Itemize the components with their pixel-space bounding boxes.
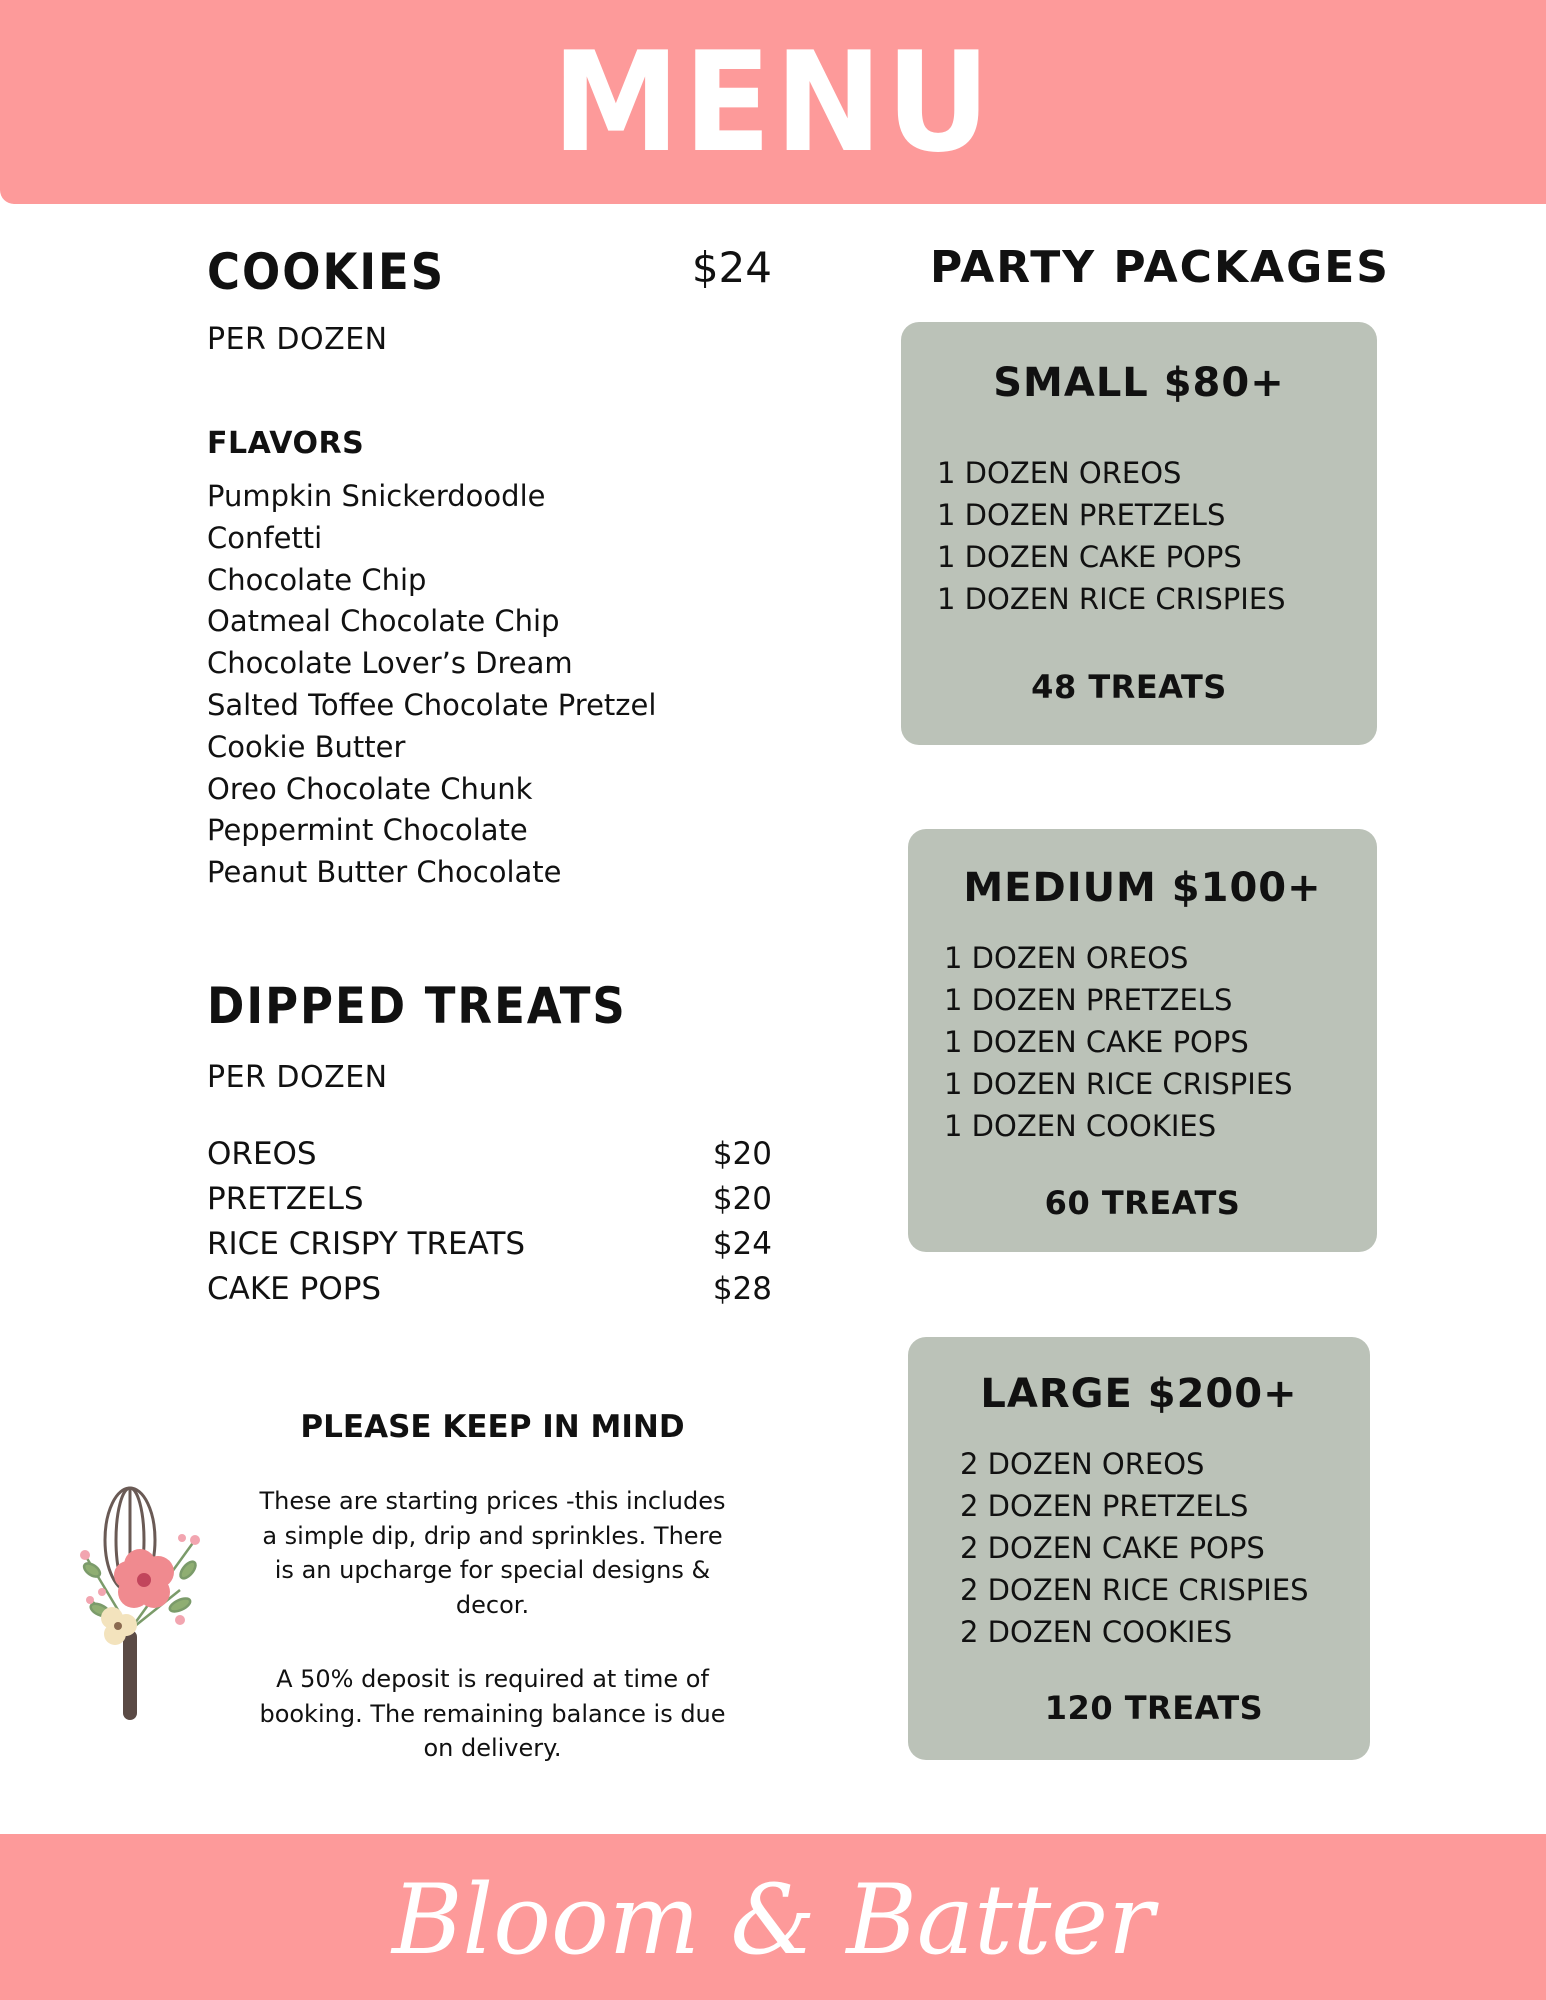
table-row bbox=[207, 1222, 772, 1267]
list-item: 1 DOZEN PRETZELS bbox=[944, 983, 1233, 1017]
flavor-list bbox=[207, 476, 656, 894]
header-banner bbox=[0, 0, 1546, 204]
package-items bbox=[960, 1443, 1309, 1653]
list-item: 1 DOZEN PRETZELS bbox=[937, 498, 1226, 532]
packages-heading: PARTY PACKAGES bbox=[930, 242, 1390, 293]
package-total: 120 TREATS bbox=[1044, 1689, 1264, 1727]
treat-price: $24 bbox=[712, 1226, 772, 1262]
package-items bbox=[944, 937, 1293, 1147]
cookies-price: $24 bbox=[691, 243, 772, 292]
notes-paragraph-prices: These are starting prices -this includes a simple dip, drip and sprinkles. There is an upcharge for special designs & decor. bbox=[259, 1487, 726, 1619]
flavor-item: Oreo Chocolate Chunk bbox=[207, 771, 533, 806]
list-item: 2 DOZEN OREOS bbox=[960, 1447, 1205, 1481]
package-card-medium bbox=[908, 829, 1377, 1252]
treat-name: OREOS bbox=[207, 1136, 317, 1172]
brand-logo-text: Bloom & Batter bbox=[392, 1864, 1154, 1976]
flavor-item: Confetti bbox=[207, 520, 323, 555]
package-title: SMALL $80+ bbox=[993, 360, 1285, 406]
flavor-item: Pumpkin Snickerdoodle bbox=[207, 479, 546, 513]
flavor-item: Peanut Butter Chocolate bbox=[207, 855, 562, 890]
list-item: 1 DOZEN CAKE POPS bbox=[944, 1025, 1249, 1059]
table-row bbox=[207, 1267, 772, 1312]
flavor-item: Salted Toffee Chocolate Pretzel bbox=[207, 687, 657, 722]
package-items bbox=[937, 452, 1286, 620]
list-item: 2 DOZEN COOKIES bbox=[960, 1615, 1233, 1649]
dipped-unit: PER DOZEN bbox=[207, 1060, 388, 1095]
flavor-item: Oatmeal Chocolate Chip bbox=[207, 604, 560, 639]
flavors-heading: FLAVORS bbox=[207, 426, 365, 461]
whisk-flower-icon bbox=[70, 1480, 220, 1730]
treat-price: $20 bbox=[712, 1136, 772, 1172]
page-title: MENU bbox=[552, 22, 994, 183]
treat-price: $20 bbox=[712, 1181, 772, 1217]
notes-title: PLEASE KEEP IN MIND bbox=[300, 1409, 685, 1445]
list-item: 2 DOZEN PRETZELS bbox=[960, 1489, 1249, 1523]
package-total: 48 TREATS bbox=[1031, 668, 1227, 706]
package-title: MEDIUM $100+ bbox=[963, 865, 1322, 911]
dipped-title: DIPPED TREATS bbox=[207, 977, 627, 1035]
treat-name: CAKE POPS bbox=[207, 1271, 382, 1307]
list-item: 1 DOZEN CAKE POPS bbox=[937, 540, 1242, 574]
flavor-item: Chocolate Lover’s Dream bbox=[207, 646, 573, 681]
list-item: 1 DOZEN OREOS bbox=[944, 941, 1189, 975]
package-card-large bbox=[908, 1337, 1370, 1760]
list-item: 1 DOZEN COOKIES bbox=[944, 1109, 1217, 1143]
package-card-small bbox=[901, 322, 1377, 745]
list-item: 1 DOZEN OREOS bbox=[937, 456, 1182, 490]
table-row bbox=[207, 1177, 772, 1222]
list-item: 1 DOZEN RICE CRISPIES bbox=[937, 582, 1286, 616]
treat-name: RICE CRISPY TREATS bbox=[207, 1226, 526, 1262]
list-item: 1 DOZEN RICE CRISPIES bbox=[944, 1067, 1293, 1101]
treat-price: $28 bbox=[712, 1271, 772, 1307]
table-row bbox=[207, 1132, 772, 1177]
dipped-table bbox=[207, 1132, 772, 1312]
flavor-item: Peppermint Chocolate bbox=[207, 813, 528, 848]
notes-paragraph-deposit: A 50% deposit is required at time of booking. The remaining balance is due on delivery. bbox=[259, 1665, 726, 1762]
package-total: 60 TREATS bbox=[1044, 1184, 1241, 1222]
cookies-title: COOKIES bbox=[207, 243, 446, 301]
cookies-unit: PER DOZEN bbox=[207, 322, 388, 357]
list-item: 2 DOZEN CAKE POPS bbox=[960, 1531, 1265, 1565]
flavor-item: Cookie Butter bbox=[207, 729, 406, 764]
package-title: LARGE $200+ bbox=[980, 1371, 1298, 1417]
treat-name: PRETZELS bbox=[207, 1181, 364, 1217]
flavor-item: Chocolate Chip bbox=[207, 562, 427, 597]
list-item: 2 DOZEN RICE CRISPIES bbox=[960, 1573, 1309, 1607]
